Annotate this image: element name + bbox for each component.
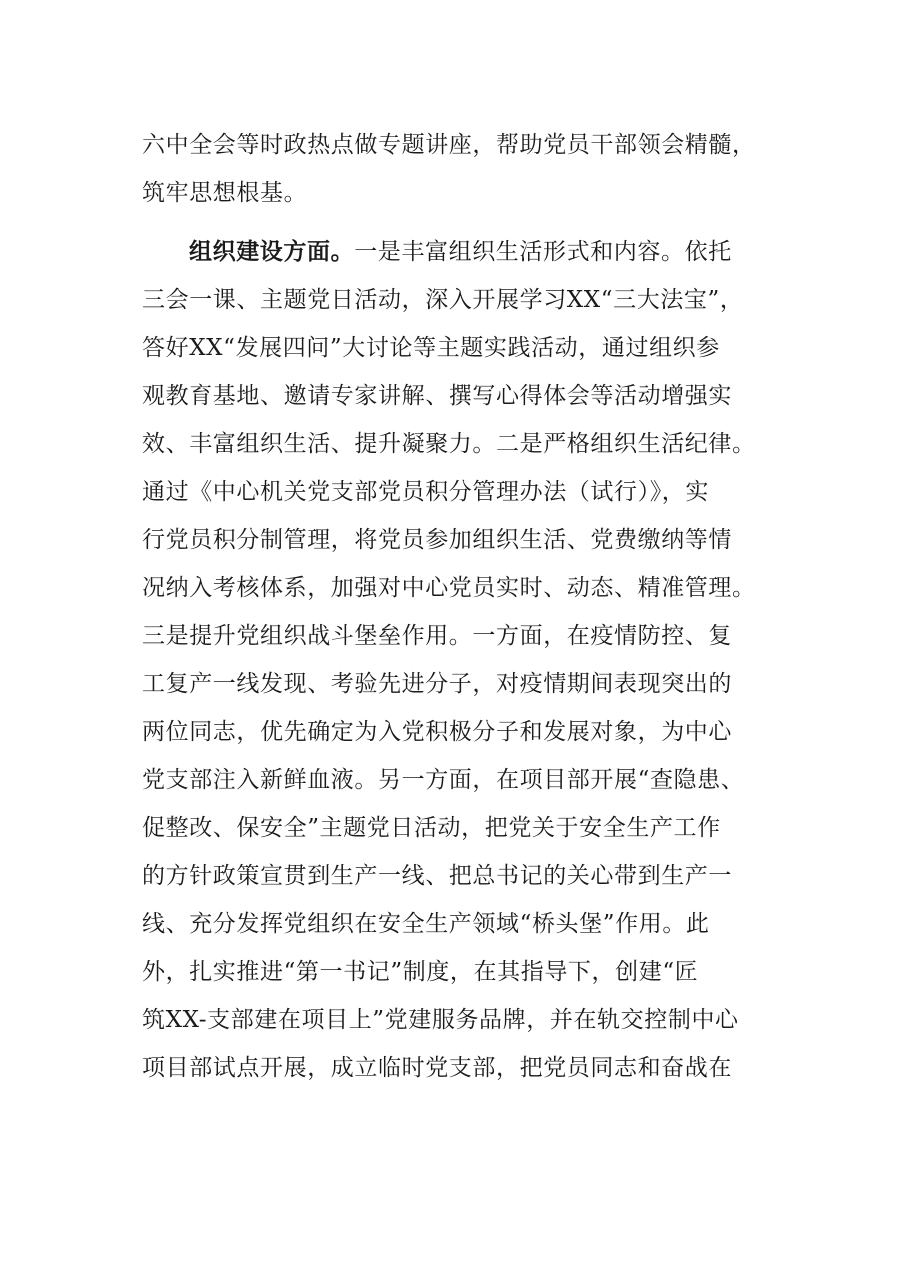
paragraph-continued [142,121,767,217]
text-line: 三是提升党组织战斗堡垒作用。一方面，在疫情防控、复 [142,623,732,649]
text-line: 观教育基地、邀请专家讲解、撰写心得体会等活动增强实 [142,383,732,409]
text-line: 答好XX“发展四问”大讨论等主题实践活动，通过组织参 [142,335,720,361]
text-line: 项目部试点开展，成立临时党支部，把党员同志和奋战在 [142,1055,732,1081]
text-span: 一是丰富组织生活形式和内容。依托 [354,239,732,265]
text-line: 促整改、保安全”主题党日活动，把党关于安全生产工作 [142,815,721,841]
text-line: 通过《中心机关党支部党员积分管理办法（试行）》，实 [142,479,709,505]
text-line: 外，扎实推进“第一书记”制度，在其指导下，创建“匠 [142,959,699,985]
text-line: 工复产一线发现、考验先进分子，对疫情期间表现突出的 [142,671,732,697]
text-line: 效、丰富组织生活、提升凝聚力。二是严格组织生活纪律。 [142,431,756,457]
text-line: 筑XX-支部建在项目上”党建服务品牌，并在轨交控制中心 [142,1007,739,1033]
section-heading: 组织建设方面。 [189,238,355,265]
text-line: 况纳入考核体系，加强对中心党员实时、动态、精准管理。 [142,575,756,601]
text-line: 的方针政策宣贯到生产一线、把总书记的关心带到生产一 [142,863,732,889]
paragraph-organization-building [142,228,767,1092]
text-line: 六中全会等时政热点做专题讲座，帮助党员干部领会精髓， [142,132,756,158]
text-line: 党支部注入新鲜血液。另一方面，在项目部开展“查隐患、 [142,767,745,793]
paragraph-first-line [142,228,767,276]
text-line: 三会一课、主题党日活动，深入开展学习XX“三大法宝”， [142,287,744,313]
text-line: 线、充分发挥党组织在安全生产领域“桥头堡”作用。此 [142,911,710,937]
text-line: 行党员积分制管理，将党员参加组织生活、党费缴纳等情 [142,527,732,553]
text-line: 筑牢思想根基。 [142,180,308,206]
text-line: 两位同志，优先确定为入党积极分子和发展对象，为中心 [142,719,732,745]
